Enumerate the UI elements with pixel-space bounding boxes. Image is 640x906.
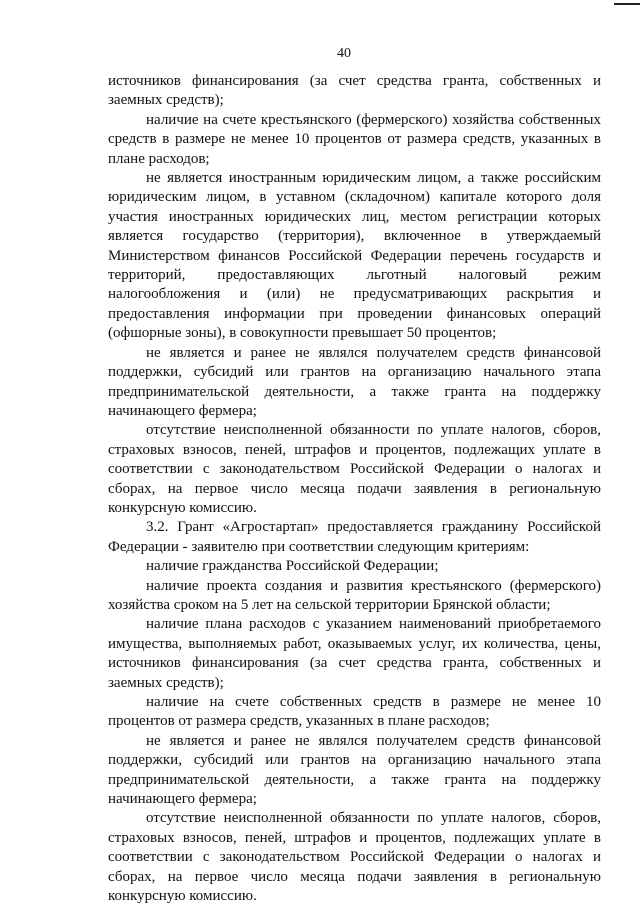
paragraph: источников финансирования (за счет средства гранта, собственных и заемных средств); xyxy=(108,73,601,109)
paragraph: наличие плана расходов с указанием наименований приобретаемого имущества, выполняемых работ, оказываемых услуг, их количества, цены, источников финансирования (за счет средства гранта, собственных и заемных средств); xyxy=(108,616,601,691)
scan-edge-mark xyxy=(614,3,640,5)
paragraph: наличие на счете крестьянского (фермерского) хозяйства собственных средств в размере не менее 10 процентов от размера средств, указанных в плане расходов; xyxy=(108,111,601,167)
paragraph: не является и ранее не являлся получателем средств финансовой поддержки, субсидий или грантов на организацию начального этапа предпринимательской деятельности, а также гранта на поддержку начинающего фермера; xyxy=(108,344,601,419)
section-paragraph: 3.2. Грант «Агростартап» предоставляется гражданину Российской Федерации - заявителю при соответствии следующим критериям: xyxy=(108,519,601,555)
document-body xyxy=(108,72,601,906)
paragraph: не является и ранее не являлся получателем средств финансовой поддержки, субсидий или грантов на организацию начального этапа предпринимательской деятельности, а также гранта на поддержку начинающего фермера; xyxy=(108,732,601,808)
paragraph: наличие на счете собственных средств в размере не менее 10 процентов от размера средств, указанных в плане расходов; xyxy=(108,694,601,730)
paragraph: не является иностранным юридическим лицом, а также российским юридическим лицом, в уставном (складочном) капитале которого доля участия иностранных юридических лиц, местом регистрации которых является государство (территория), включенное в утверждаемый Министерством финансов Российской Федерации перечень государств и территорий, предоставляющих льготный налоговый режим налогообложения и (или) не предусматривающих раскрытия и предоставления информации при проведении финансовых операций (офшорные зоны), в совокупности превышает 50 процентов; xyxy=(108,170,601,342)
paragraph: отсутствие неисполненной обязанности по уплате налогов, сборов, страховых взносов, пеней, штрафов и процентов, подлежащих уплате в соответствии с законодательством Российской Федерации о налогах и сборах, на первое число месяца подачи заявления в региональную конкурсную комиссию. xyxy=(108,810,601,905)
page-number: 40 xyxy=(337,46,351,61)
paragraph: отсутствие неисполненной обязанности по уплате налогов, сборов, страховых взносов, пеней, штрафов и процентов, подлежащих уплате в соответствии с законодательством Российской Федерации о налогах и сборах, на первое число месяца подачи заявления в региональную конкурсную комиссию. xyxy=(108,422,601,516)
paragraph: наличие проекта создания и развития крестьянского (фермерского) хозяйства сроком на 5 лет на сельской территории Брянской области; xyxy=(108,577,601,613)
paragraph: наличие гражданства Российской Федерации; xyxy=(146,558,439,575)
